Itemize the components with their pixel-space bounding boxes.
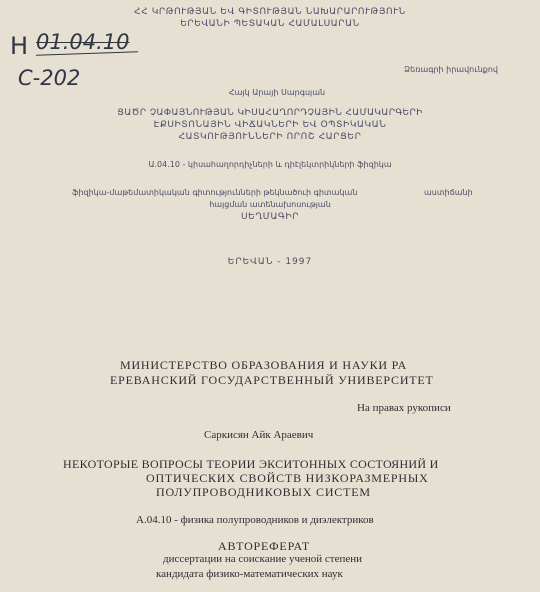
armenian-specialty: Ա.04.10 - կիսահաղորդիչների և դիէլեկտրիկների ֆիզիկա <box>148 160 392 169</box>
russian-degree-line-2: кандидата физико-математических наук <box>156 568 343 580</box>
handwritten-code-2: С-202 <box>18 66 81 90</box>
armenian-university: ԵՐԵՎԱՆԻ ՊԵՏԱԿԱՆ ՀԱՄԱԼՍԱՐԱՆ <box>180 19 360 29</box>
armenian-degree-line-1-end: աստիճանի <box>424 188 473 197</box>
russian-author: Саркисян Айк Араевич <box>204 429 314 441</box>
armenian-manuscript-rights: Ձեռագրի իրավունքով <box>404 65 498 74</box>
russian-ministry: МИНИСТЕРСТВО ОБРАЗОВАНИЯ И НАУКИ РА <box>120 358 408 372</box>
russian-title-line-3: ПОЛУПРОВОДНИКОВЫХ СИСТЕМ <box>156 485 371 499</box>
russian-specialty: А.04.10 - физика полупроводников и диэлектриков <box>136 514 374 526</box>
russian-title-line-2: ОПТИЧЕСКИХ СВОЙСТВ НИЗКОРАЗМЕРНЫХ <box>146 471 429 485</box>
russian-university: ЕРЕВАНСКИЙ ГОСУДАРСТВЕННЫЙ УНИВЕРСИТЕТ <box>110 373 434 387</box>
russian-manuscript-rights: На правах рукописи <box>357 402 451 414</box>
handwritten-letter: Н <box>10 32 29 60</box>
armenian-degree-line-1: ֆիզիկա-մաթեմատիկական գիտությունների թեկնածուի գիտական <box>72 188 358 197</box>
armenian-abstract-label: ՍԵՂՄԱԳԻՐ <box>240 212 300 222</box>
russian-degree-line-1: диссертации на соискание ученой степени <box>163 553 363 565</box>
armenian-author: Հայկ Արայի Սարգսյան <box>228 88 326 97</box>
russian-title-line-1: НЕКОТОРЫЕ ВОПРОСЫ ТЕОРИИ ЭКСИТОННЫХ СОСТОЯНИЙ И <box>63 457 439 471</box>
armenian-degree-line-2: հայցման ատենախոսության <box>209 200 331 209</box>
armenian-title-line-2: ԷՔՍԻՏՈՆԱՅԻՆ ՎԻՃԱԿՆԵՐԻ ԵՎ ՕՊՏԻԿԱԿԱՆ <box>153 120 387 130</box>
armenian-title-line-1: ՑԱԾՐ ՉԱՓԱՅՆՈՒԹՅԱՆ ԿԻՍԱՀԱՂՈՐԴՉԱՅԻՆ ՀԱՄԱԿԱՐԳԵՐԻ <box>117 108 423 118</box>
armenian-city-year: ԵՐԵՎԱՆ - 1997 <box>227 257 313 267</box>
russian-abstract-label: АВТОРЕФЕРАТ <box>218 539 311 553</box>
handwritten-code: 01.04.10 <box>36 30 130 54</box>
armenian-title-line-3: ՀԱՏԿՈՒԹՅՈՒՆՆԵՐԻ ՈՐՈՇ ՀԱՐՑԵՐ <box>178 132 362 142</box>
armenian-ministry: ՀՀ ԿՐԹՈՒԹՅԱՆ ԵՎ ԳԻՏՈՒԹՅԱՆ ՆԱԽԱՐԱՐՈՒԹՅՈՒՆ <box>134 7 406 17</box>
